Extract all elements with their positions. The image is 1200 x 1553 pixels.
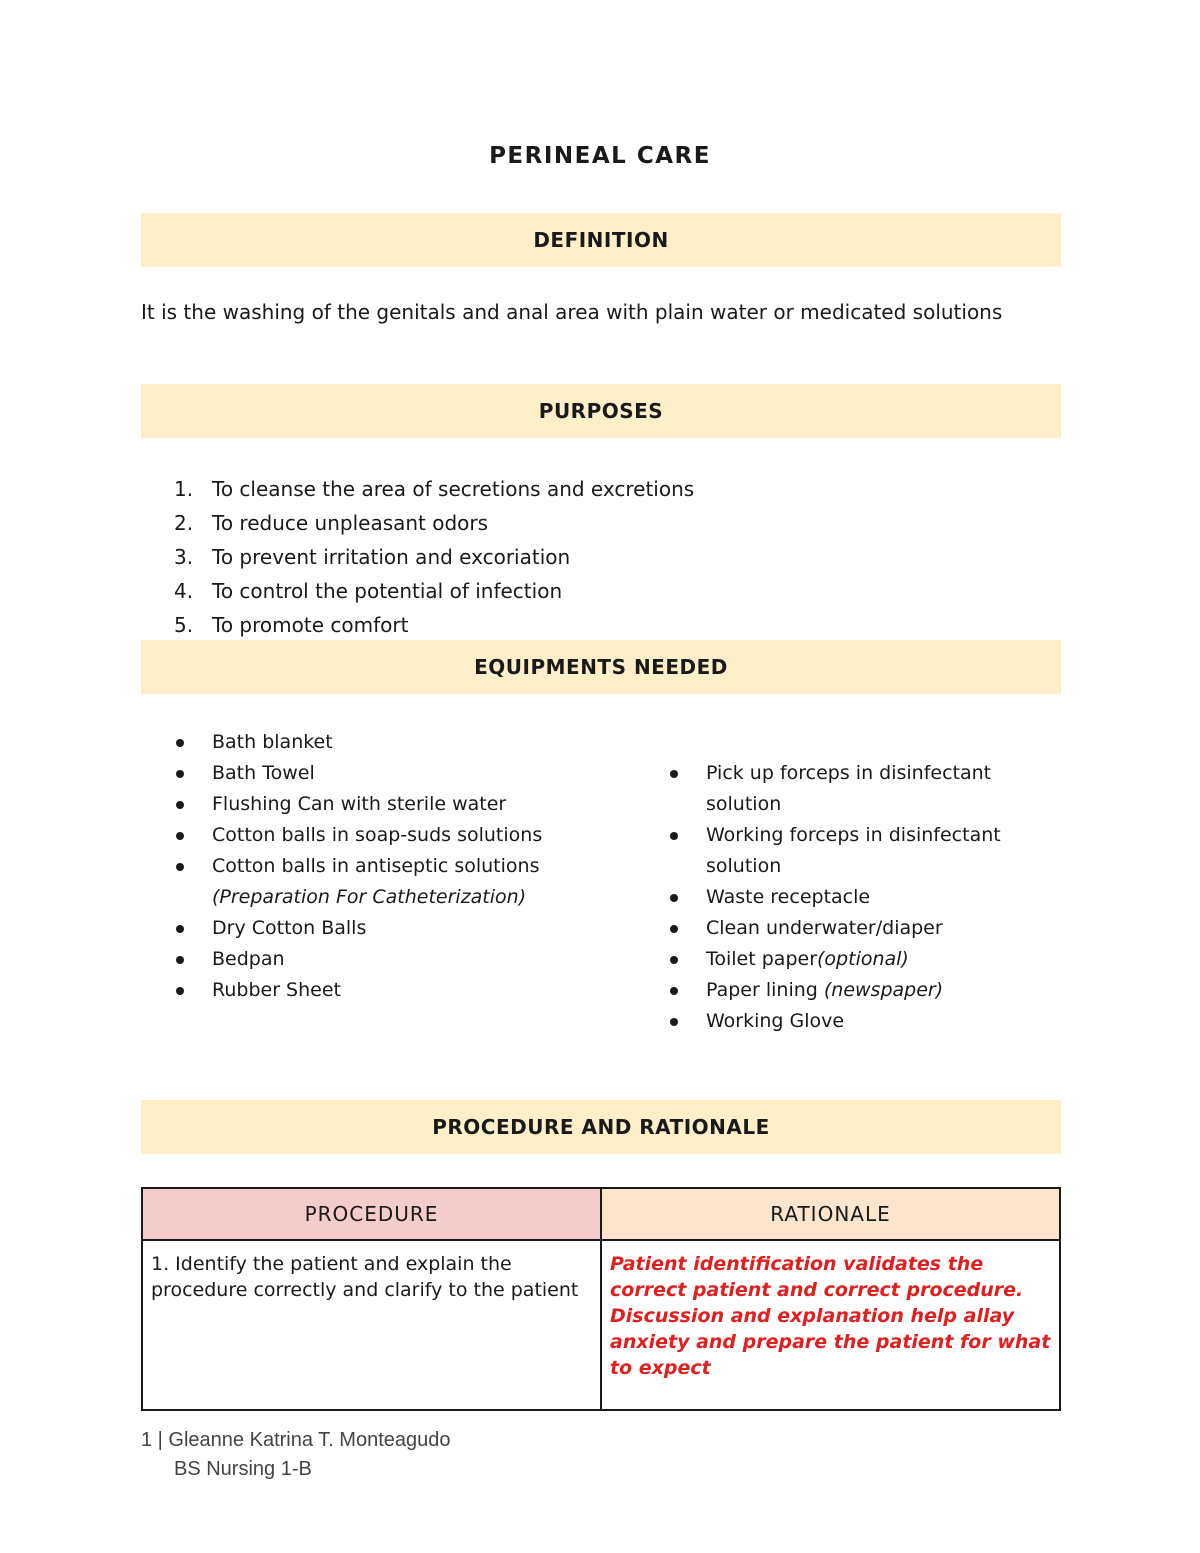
equipment-heading: EQUIPMENTS NEEDED (141, 640, 1061, 694)
rationale-cell: Patient identification validates the correct patient and correct procedure. Discussion and explanation help allay anxiety and prepare the patient for what to expect (601, 1240, 1060, 1410)
footer-course: BS Nursing 1-B (174, 1458, 312, 1480)
list-item (141, 727, 561, 758)
bullet-icon (670, 987, 678, 995)
list-text: Waste receptacle (706, 886, 871, 908)
list-text: Pick up forceps in disinfectant solution (706, 762, 992, 815)
list-item (141, 913, 561, 944)
bullet-icon (670, 894, 678, 902)
procedure-column-header: PROCEDURE (142, 1188, 601, 1240)
list-text: Toilet paper (706, 948, 818, 970)
purposes-heading: PURPOSES (141, 384, 1061, 438)
list-text: Dry Cotton Balls (212, 917, 367, 939)
list-text: Cotton balls in antiseptic solutions (212, 855, 540, 877)
bullet-icon (176, 863, 184, 871)
list-item (141, 975, 561, 1006)
list-item (141, 944, 561, 975)
footer-author: 1 | Gleanne Katrina T. Monteagudo (141, 1429, 451, 1451)
list-text: To prevent irritation and excoriation (212, 545, 571, 569)
list-text: To cleanse the area of secretions and excretions (212, 477, 695, 501)
list-text: Paper lining (706, 979, 824, 1001)
list-item (141, 789, 561, 820)
bullet-icon (670, 1018, 678, 1026)
bullet-icon (176, 925, 184, 933)
list-text: Bath Towel (212, 762, 315, 784)
page-title: PERINEAL CARE (489, 143, 711, 169)
list-item (141, 608, 1061, 642)
list-item (141, 540, 1061, 574)
list-text: Working forceps in disinfectant solution (706, 824, 1001, 877)
definition-heading: DEFINITION (141, 213, 1061, 267)
bullet-icon (176, 956, 184, 964)
list-text: To reduce unpleasant odors (212, 511, 489, 535)
list-number: 2. (174, 511, 194, 535)
rationale-column-header: RATIONALE (601, 1188, 1060, 1240)
list-text: To control the potential of infection (212, 579, 563, 603)
list-note: (Preparation For Catheterization) (212, 886, 527, 908)
equipment-list-left (141, 727, 561, 1006)
list-number: 5. (174, 613, 194, 637)
list-text: Working Glove (706, 1010, 845, 1032)
list-number: 3. (174, 545, 194, 569)
bullet-icon (176, 770, 184, 778)
purposes-list (141, 472, 1061, 642)
list-item (635, 913, 1061, 944)
list-number: 4. (174, 579, 194, 603)
list-item (141, 820, 561, 851)
bullet-icon (176, 801, 184, 809)
list-text: Bath blanket (212, 731, 333, 753)
list-item (141, 851, 561, 913)
list-item (141, 758, 561, 789)
list-item (635, 1006, 1061, 1037)
list-item (635, 975, 1061, 1006)
list-item (635, 758, 1061, 820)
list-item (141, 574, 1061, 608)
list-item (635, 944, 1061, 975)
list-item (141, 506, 1061, 540)
list-item (635, 882, 1061, 913)
list-text: To promote comfort (212, 613, 409, 637)
definition-text: It is the washing of the genitals and anal area with plain water or medicated solutions (141, 300, 1003, 324)
bullet-icon (176, 987, 184, 995)
list-note: (optional) (817, 948, 909, 970)
table-header-row (142, 1188, 1060, 1240)
equipment-list-right (635, 758, 1061, 1037)
bullet-icon (670, 956, 678, 964)
list-item (141, 472, 1061, 506)
bullet-icon (176, 832, 184, 840)
page-footer (141, 1426, 450, 1484)
bullet-icon (670, 925, 678, 933)
list-text: Bedpan (212, 948, 285, 970)
list-text: Cotton balls in soap-suds solutions (212, 824, 543, 846)
procedure-table (141, 1187, 1061, 1411)
bullet-icon (670, 770, 678, 778)
procedure-cell: 1. Identify the patient and explain the procedure correctly and clarify to the patient (142, 1240, 601, 1410)
list-text: Clean underwater/diaper (706, 917, 943, 939)
list-note: (newspaper) (823, 979, 944, 1001)
bullet-icon (176, 739, 184, 747)
procedure-heading: PROCEDURE AND RATIONALE (141, 1100, 1061, 1154)
list-item (635, 820, 1061, 882)
bullet-icon (670, 832, 678, 840)
list-text: Flushing Can with sterile water (212, 793, 507, 815)
list-number: 1. (174, 477, 194, 501)
list-text: Rubber Sheet (212, 979, 341, 1001)
table-row (142, 1240, 1060, 1410)
